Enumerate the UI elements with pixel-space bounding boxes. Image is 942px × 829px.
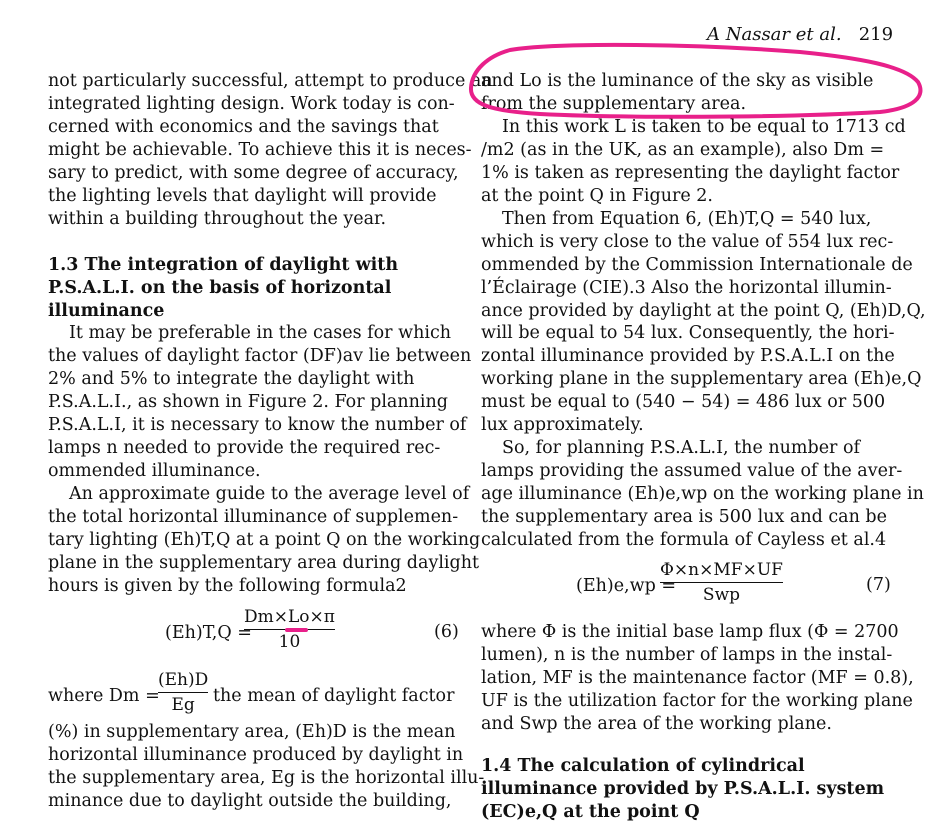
text-line: (%) in supplementary area, (Eh)D is the mean — [48, 722, 456, 742]
text-line: In this work L is taken to be equal to 1713 cd — [502, 117, 906, 137]
fraction-bar — [244, 629, 335, 630]
text-line: horizontal illuminance produced by daylight in — [48, 745, 464, 765]
text-line: working plane in the supplementary area (Eh)e,Q — [481, 369, 922, 389]
text-line: zontal illuminance provided by P.S.A.L.I on the — [481, 346, 895, 366]
eq7-denominator: Swp — [702, 585, 741, 605]
section-heading: illuminance — [48, 301, 165, 321]
eq6-fraction — [244, 606, 335, 653]
text-line: the lighting levels that daylight will provide — [48, 186, 437, 206]
eq7-number: (7) — [866, 575, 891, 595]
eq7-fraction — [660, 559, 783, 606]
text-line: 1% is taken as representing the daylight factor — [481, 163, 900, 183]
text-line: hours is given by the following formula2 — [48, 576, 407, 596]
text-line: An approximate guide to the average level of — [69, 484, 470, 504]
text-line: lumen), n is the number of lamps in the instal- — [481, 645, 893, 665]
running-header — [707, 24, 893, 45]
text-line: l’Éclairage (CIE).3 Also the horizontal illumin- — [481, 278, 892, 298]
text-line: 2% and 5% to integrate the daylight with — [48, 369, 415, 389]
text-line: lation, MF is the maintenance factor (MF = 0.8), — [481, 668, 914, 688]
eq7-lhs: (Eh)e,wp = — [576, 576, 677, 596]
eq6-numerator: Dm×Lo×π — [244, 607, 335, 627]
text-line: plane in the supplementary area during daylight — [48, 553, 480, 573]
text-line: ommended by the Commission Internationale de — [481, 255, 913, 275]
text-line: sary to predict, with some degree of accuracy, — [48, 163, 459, 183]
text-line: lux approximately. — [481, 415, 644, 435]
fraction-bar — [660, 582, 783, 583]
text-line: Then from Equation 6, (Eh)T,Q = 540 lux, — [502, 209, 872, 229]
eq7-numerator: Φ×n×MF×UF — [660, 560, 783, 580]
page-number: 219 — [858, 24, 894, 45]
where-label: where Dm = — [48, 686, 160, 706]
text-line: not particularly successful, attempt to produce an — [48, 71, 493, 91]
text-line: must be equal to (540 − 54) = 486 lux or 500 — [481, 392, 886, 412]
fraction-bar — [158, 692, 208, 693]
text-line: the total horizontal illuminance of supplemen- — [48, 507, 459, 527]
section-heading: 1.3 The integration of daylight with — [48, 255, 399, 275]
text-line: ance provided by daylight at the point Q, (Eh)D,Q, — [481, 301, 926, 321]
text-line: ommended illuminance. — [48, 461, 261, 481]
text-line: calculated from the formula of Cayless et al.4 — [481, 530, 887, 550]
text-line: It may be preferable in the cases for which — [69, 323, 452, 343]
text-line: might be achievable. To achieve this it is neces- — [48, 140, 472, 160]
text-line: lamps n needed to provide the required rec- — [48, 438, 441, 458]
text-line: will be equal to 54 lux. Consequently, the hori- — [481, 323, 895, 343]
text-line: minance due to daylight outside the building, — [48, 791, 452, 811]
eq6-number: (6) — [434, 622, 459, 642]
text-line: age illuminance (Eh)e,wp on the working plane in — [481, 484, 924, 504]
text-line: cerned with economics and the savings that — [48, 117, 439, 137]
text-line: where Φ is the initial base lamp flux (Φ = 2700 — [481, 622, 899, 642]
eq6-lhs: (Eh)T,Q = — [165, 623, 252, 643]
text-line: at the point Q in Figure 2. — [481, 186, 713, 206]
text-line: So, for planning P.S.A.L.I, the number of — [502, 438, 860, 458]
section-heading: 1.4 The calculation of cylindrical — [481, 756, 805, 776]
section-heading: illuminance provided by P.S.A.L.I. system — [481, 779, 885, 799]
section-heading: P.S.A.L.I. on the basis of horizontal — [48, 278, 392, 298]
text-line: the values of daylight factor (DF)av lie between — [48, 346, 472, 366]
header-authors: A Nassar et al. — [707, 24, 842, 45]
text-line: P.S.A.L.I., as shown in Figure 2. For planning — [48, 392, 448, 412]
dm-denominator: Eg — [171, 695, 195, 715]
text-line: integrated lighting design. Work today is con- — [48, 94, 455, 114]
text-line: /m2 (as in the UK, as an example), also Dm = — [481, 140, 885, 160]
text-line: which is very close to the value of 554 lux rec- — [481, 232, 894, 252]
text-line: the supplementary area, Eg is the horizontal illu- — [48, 768, 485, 788]
text-line: the supplementary area is 500 lux and can be — [481, 507, 887, 527]
dm-numerator: (Eh)D — [158, 670, 209, 690]
where-rest: the mean of daylight factor — [213, 686, 455, 706]
text-line: P.S.A.L.I, it is necessary to know the number of — [48, 415, 467, 435]
section-heading: (EC)e,Q at the point Q — [481, 802, 700, 822]
dm-fraction — [158, 669, 208, 716]
eq6-denominator: 10 — [278, 632, 301, 652]
text-line: and Lo is the luminance of the sky as visible — [481, 71, 874, 91]
text-line: lamps providing the assumed value of the aver- — [481, 461, 903, 481]
text-line: and Swp the area of the working plane. — [481, 714, 832, 734]
text-line: from the supplementary area. — [481, 94, 747, 114]
text-line: within a building throughout the year. — [48, 209, 387, 229]
text-line: tary lighting (Eh)T,Q at a point Q on the working — [48, 530, 481, 550]
text-line: UF is the utilization factor for the working plane — [481, 691, 913, 711]
